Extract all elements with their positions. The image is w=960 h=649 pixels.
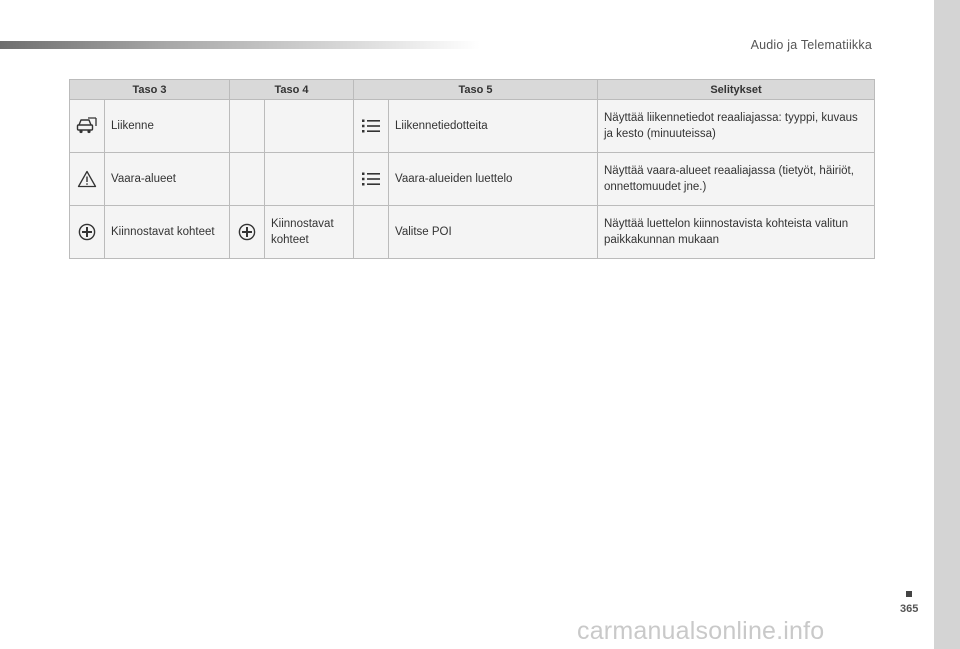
description-cell: Näyttää luettelon kiinnostavista kohteista valitun paikkakunnan mukaan: [598, 206, 875, 259]
header-gradient-bar: [0, 41, 480, 49]
taso4-label: [265, 153, 354, 206]
taso5-label: Valitse POI: [389, 206, 598, 259]
section-title: Audio ja Telematiikka: [750, 38, 872, 52]
taso3-icon-cell: [70, 206, 105, 259]
taso4-label: Kiinnostavat kohteet: [265, 206, 354, 259]
table-row: [70, 153, 875, 206]
taso5-icon-cell: [354, 100, 389, 153]
list-icon: [361, 171, 381, 187]
watermark: carmanualsonline.info: [577, 617, 825, 645]
taso3-icon-cell: [70, 153, 105, 206]
taso3-label: Vaara-alueet: [105, 153, 230, 206]
taso4-icon-cell: [230, 100, 265, 153]
column-header-taso4: Taso 4: [230, 80, 354, 100]
column-header-taso5: Taso 5: [354, 80, 598, 100]
taso5-icon-cell: [354, 153, 389, 206]
taso4-icon-cell: [230, 206, 265, 259]
plus-circle-icon: [238, 223, 256, 241]
taso3-label: Kiinnostavat kohteet: [105, 206, 230, 259]
taso3-label: Liikenne: [105, 100, 230, 153]
list-icon: [361, 118, 381, 134]
taso4-icon-cell: [230, 153, 265, 206]
plus-circle-icon: [78, 223, 96, 241]
description-cell: Näyttää liikennetiedot reaaliajassa: tyyppi, kuvaus ja kesto (minuuteissa): [598, 100, 875, 153]
column-header-selitykset: Selitykset: [598, 80, 875, 100]
table-header-row: [70, 80, 875, 100]
warning-icon: [77, 170, 97, 188]
page-number: 365: [900, 603, 919, 615]
taso4-label: [265, 100, 354, 153]
taso3-icon-cell: [70, 100, 105, 153]
taso5-label: Liikennetiedotteita: [389, 100, 598, 153]
column-header-taso3: Taso 3: [70, 80, 230, 100]
page-marker: [906, 591, 912, 597]
taso5-label: Vaara-alueiden luettelo: [389, 153, 598, 206]
page-edge-tab: [934, 0, 960, 649]
table-row: [70, 100, 875, 153]
taso5-icon-cell: [354, 206, 389, 259]
description-cell: Näyttää vaara-alueet reaaliajassa (tietyöt, häiriöt, onnettomuudet jne.): [598, 153, 875, 206]
menu-levels-table: [69, 79, 875, 259]
traffic-icon: [76, 117, 98, 135]
table-row: [70, 206, 875, 259]
